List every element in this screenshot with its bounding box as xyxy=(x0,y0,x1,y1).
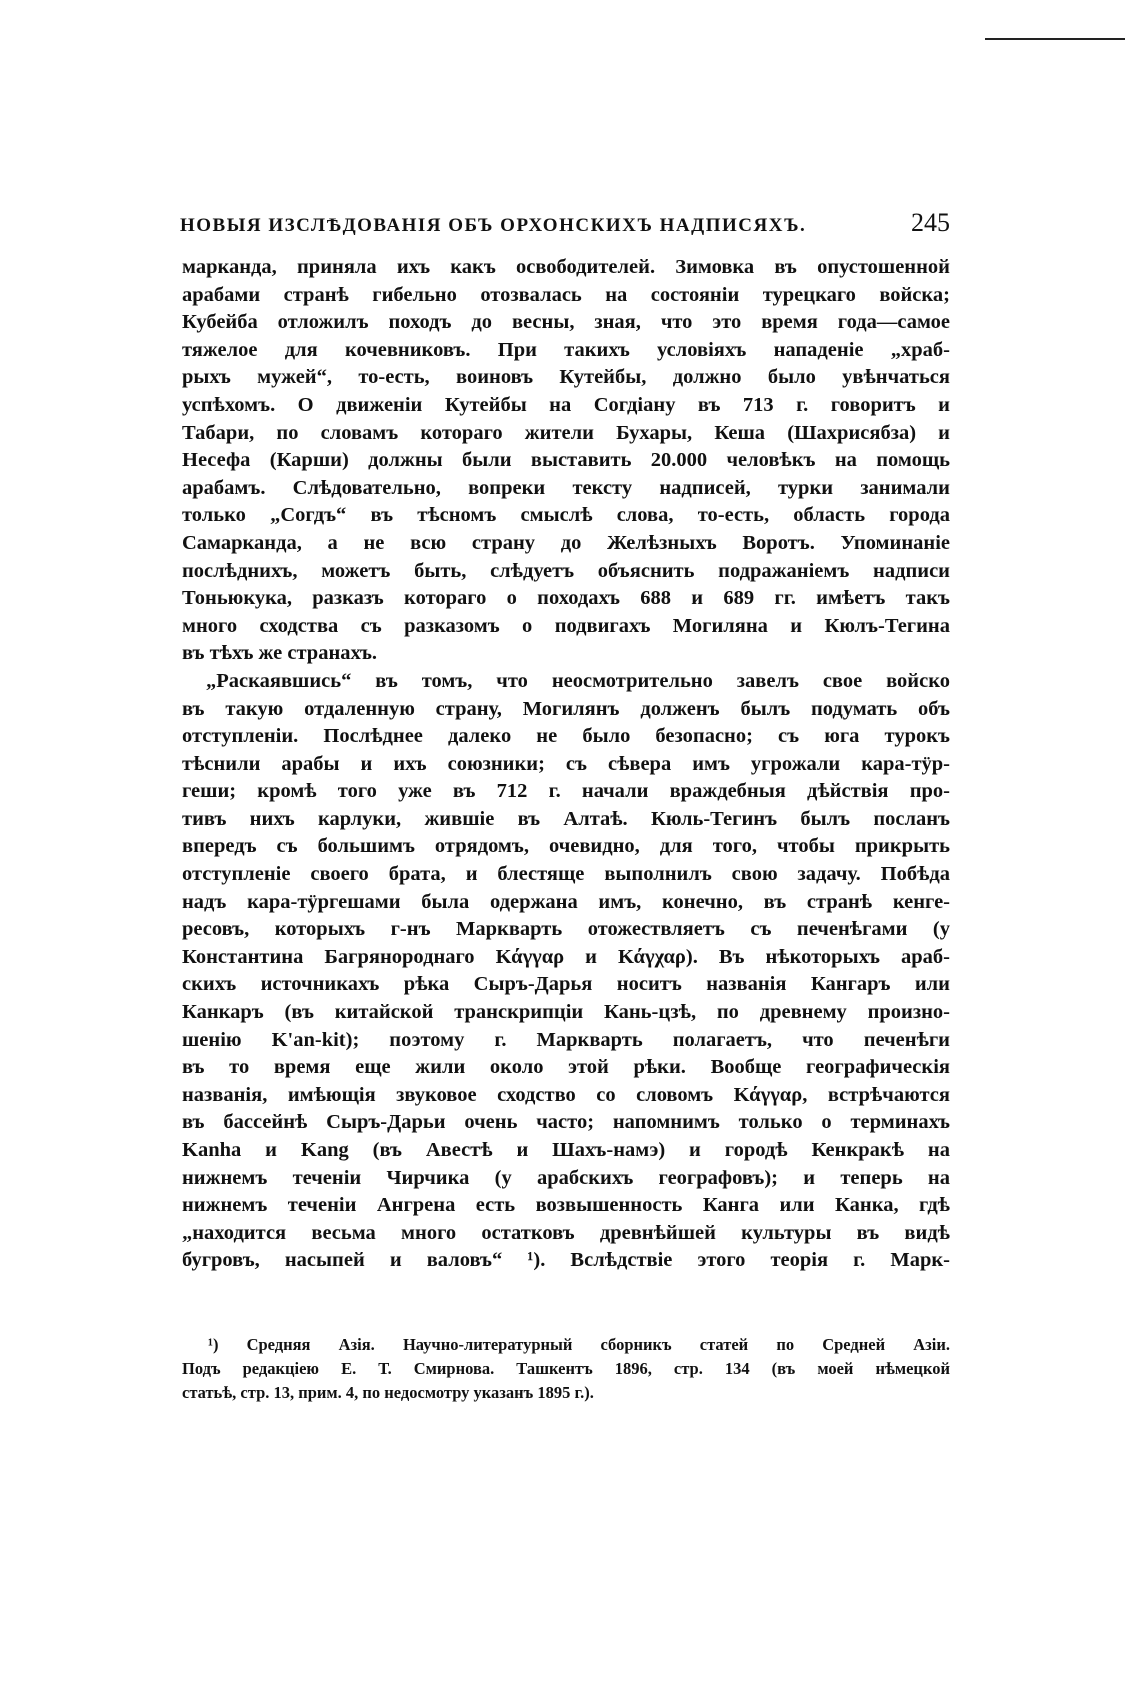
text-line: марканда, приняла ихъ какъ освободителей. Зимовка въ опустошенной xyxy=(182,256,950,278)
footnote-line: ¹) Средняя Азія. Научно-литературный сборникъ статей по Средней Азіи. xyxy=(208,1335,950,1354)
running-header xyxy=(180,208,950,242)
text-line: арабами странѣ гибельно отозвалась на состояніи турецкаго войска; xyxy=(182,283,950,306)
paragraph-end-line: въ тѣхъ же странахъ. xyxy=(182,642,378,665)
text-line: рыхъ мужей“, то-есть, воиновъ Кутейбы, должно было увѣнчаться xyxy=(182,366,950,389)
text-line: скихъ источникахъ рѣка Сыръ-Дарья носитъ названія Кангаръ или xyxy=(182,973,950,996)
page-number: 245 xyxy=(911,208,950,237)
text-line: „находится весьма много остатковъ древнѣйшей культуры въ видѣ xyxy=(182,1221,950,1244)
running-title: НОВЫЯ ИЗСЛѢДОВАНІЯ ОБЪ ОРХОНСКИХЪ НАДПИСЯХЪ. xyxy=(180,215,807,236)
text-line: бугровъ, насыпей и валовъ“ ¹). Вслѣдствіе этого теорія г. Марк- xyxy=(182,1249,950,1272)
text-line: много сходства съ разказомъ о подвигахъ Могиляна и Кюлъ-Тегина xyxy=(182,614,950,637)
text-line: Константина Багрянороднаго Κάγγαρ и Κάγχαρ). Въ нѣкоторыхъ араб- xyxy=(182,945,950,968)
text-line: послѣднихъ, можетъ быть, слѣдуетъ объяснить подражаніемъ надписи xyxy=(182,559,950,582)
top-rule xyxy=(985,38,1125,40)
text-line: надъ кара-тӱргешами была одержана имъ, конечно, въ странѣ кенге- xyxy=(182,890,950,913)
text-line: отступленіи. Послѣднее далеко не было безопасно; съ юга турокъ xyxy=(182,725,950,748)
text-line: нижнемъ теченіи Чирчика (у арабскихъ географовъ); и теперь на xyxy=(182,1166,950,1189)
main-text xyxy=(182,254,950,1275)
text-line: Kanha и Kang (въ Авестѣ и Шахъ-намэ) и городѣ Кенкракѣ на xyxy=(182,1139,950,1161)
footnote-line: Подъ редакціею Е. Т. Смирнова. Ташкентъ 1896, стр. 134 (въ моей нѣмецкой xyxy=(182,1359,950,1378)
text-line: въ бассейнѣ Сыръ-Дарьи очень часто; напомнимъ только о терминахъ xyxy=(182,1111,950,1134)
text-line: Несефа (Карши) должны были выставить 20.000 человѣкъ на помощь xyxy=(182,449,950,472)
text-line: тивъ нихъ карлуки, жившіе въ Алтаѣ. Кюль-Тегинъ былъ посланъ xyxy=(182,807,950,830)
text-line: Кубейба отложилъ походъ до весны, зная, что это время года—самое xyxy=(182,311,950,334)
text-line: тяжелое для кочевниковъ. При такихъ условіяхъ нападеніе „храб- xyxy=(182,338,950,361)
text-line: впередъ съ большимъ отрядомъ, очевидно, для того, чтобы прикрыть xyxy=(182,835,950,858)
text-line: только „Согдъ“ въ тѣсномъ смыслѣ слова, то-есть, область города xyxy=(182,504,950,527)
text-line: въ такую отдаленную страну, Могилянъ долженъ былъ подумать объ xyxy=(182,697,950,720)
text-line: Самарканда, а не всю страну до Желѣзныхъ Воротъ. Упоминаніе xyxy=(182,531,950,554)
text-line: Канкаръ (въ китайской транскрипціи Кань-цзѣ, по древнему произно- xyxy=(182,1001,950,1024)
footnote-line: статьѣ, стр. 13, прим. 4, по недосмотру указанъ 1895 г.). xyxy=(182,1383,594,1402)
text-line: тѣснили арабы и ихъ союзники; съ сѣвера имъ угрожали кара-тӱр- xyxy=(182,752,950,775)
text-line: Тоньюкука, разказъ котораго о походахъ 688 и 689 гг. имѣетъ такъ xyxy=(182,587,950,610)
footnote-block xyxy=(182,1333,950,1405)
text-line: успѣхомъ. О движеніи Кутейбы на Согдіану въ 713 г. говоритъ и xyxy=(182,393,950,416)
text-line: отступленіе своего брата, и блестяще выполнилъ свою задачу. Побѣда xyxy=(182,863,950,886)
text-line: шенію K'an-kit); поэтому г. Маркварть полагаетъ, что печенѣги xyxy=(182,1028,950,1051)
text-line: арабамъ. Слѣдовательно, вопреки тексту надписей, турки занимали xyxy=(182,476,950,499)
text-line: Табари, по словамъ котораго жители Бухары, Кеша (Шахрисябза) и xyxy=(182,421,950,444)
text-line: названія, имѣющія звуковое сходство со словомъ Κάγγαρ, встрѣчаются xyxy=(182,1083,950,1106)
text-line: ресовъ, которыхъ г-нъ Маркварть отожествляетъ съ печенѣгами (у xyxy=(182,918,950,941)
text-line: геши; кромѣ того уже въ 712 г. начали враждебныя дѣйствія про- xyxy=(182,780,950,803)
text-line: нижнемъ теченіи Ангрена есть возвышенность Канга или Канка, гдѣ xyxy=(182,1194,950,1217)
text-line: въ то время еще жили около этой рѣки. Вообще географическія xyxy=(182,1056,950,1079)
paragraph-start-line: „Раскаявшись“ въ томъ, что неосмотрительно завелъ свое войско xyxy=(206,669,950,692)
